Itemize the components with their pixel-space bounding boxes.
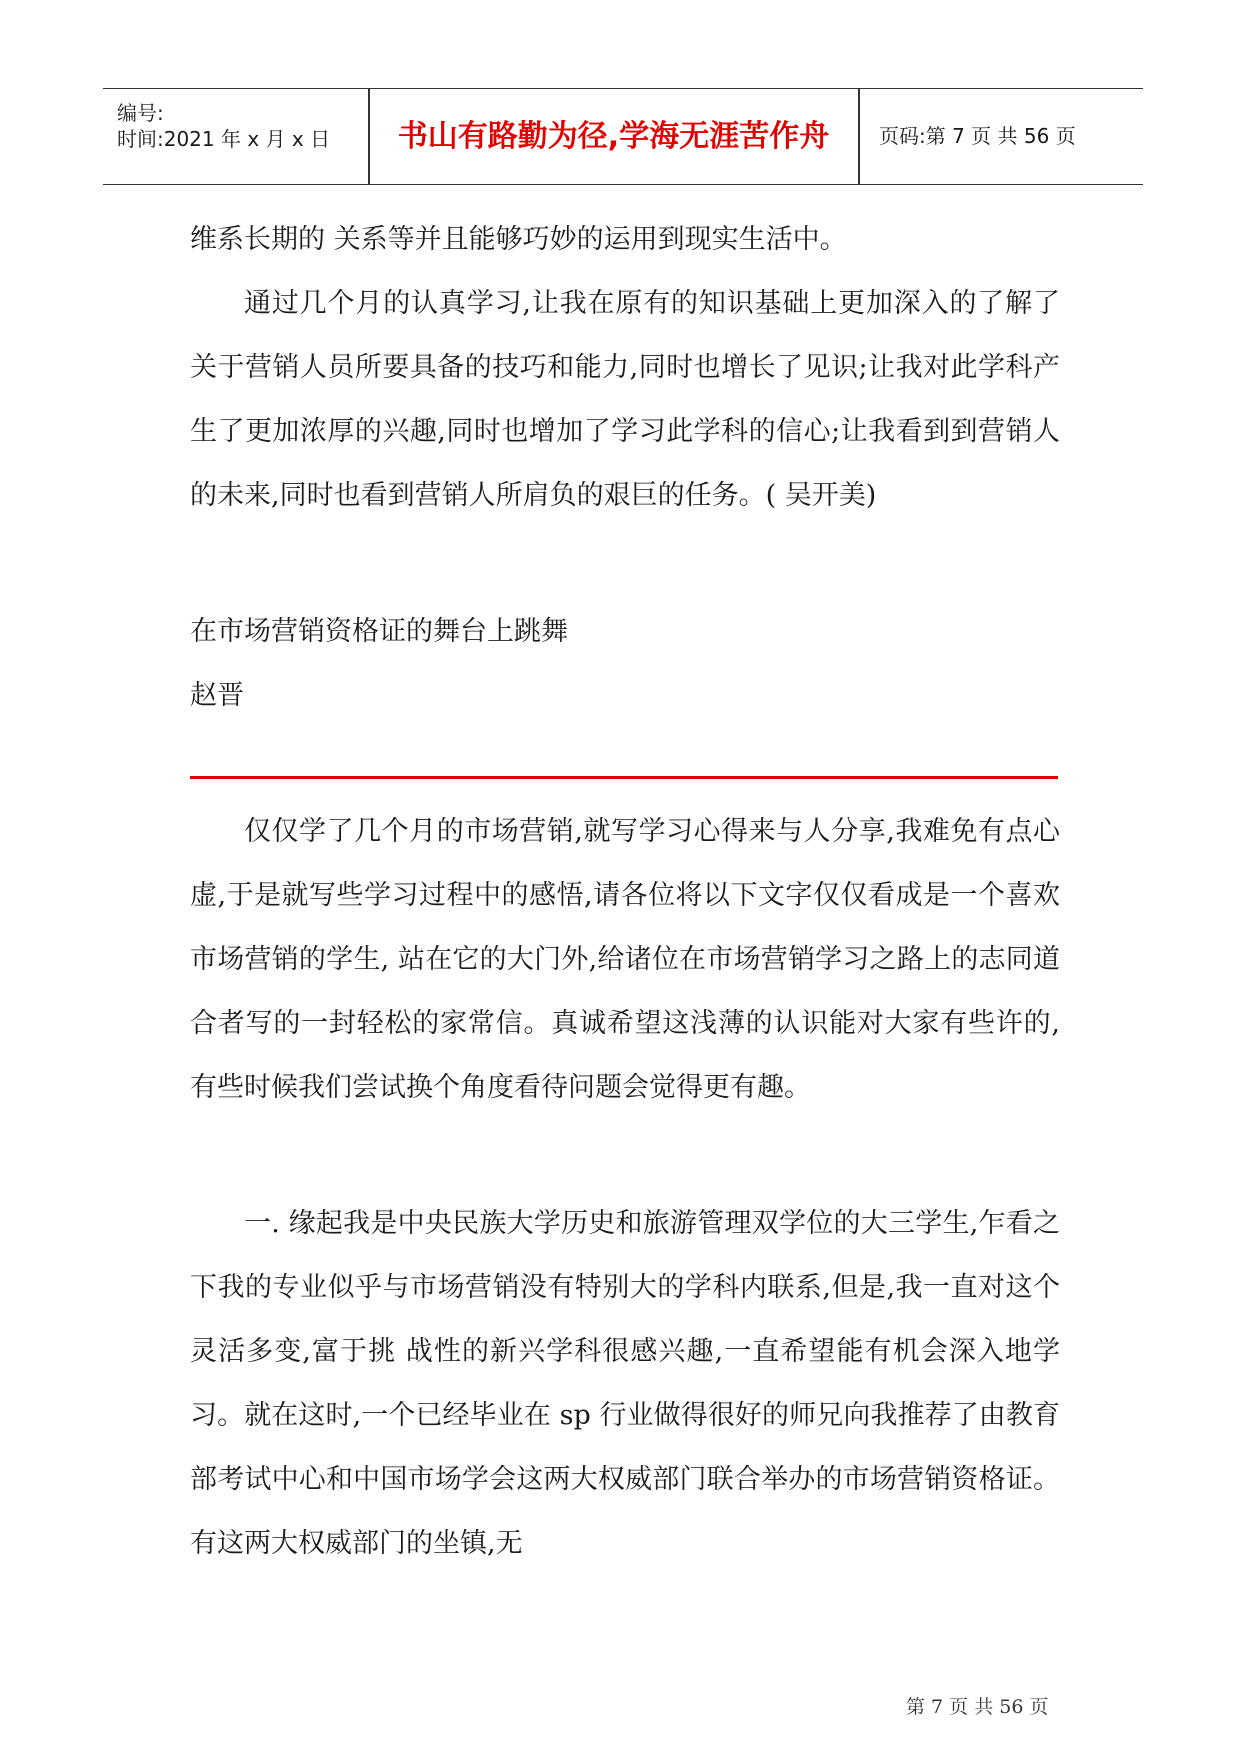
- header-meta: [103, 89, 368, 184]
- article-author: 赵晋: [190, 680, 244, 711]
- header-page-label: 页码:第 7 页 共 56 页: [879, 124, 1076, 148]
- paragraph-section-one: 一. 缘起我是中央民族大学历史和旅游管理双学位的大三学生,乍看之下我的专业似乎与市场营销没有特别大的学科内联系,但是,我一直对这个灵活多变,富于挑 战性的新兴学科很感兴趣,一直希望能有机会深入地学习。就在这时,一个已经毕业在 sp 行业做得很好的师兄向我推荐了由教育部考试中心和中国市场学会这两大权威部门联合举办的市场营销资格证。有这两大权威部门的坐镇,无: [190, 1208, 1060, 1559]
- paragraph-intro: 仅仅学了几个月的市场营销,就写学习心得来与人分享,我难免有点心虚,于是就写些学习过程中的感悟,请各位将以下文字仅仅看成是一个喜欢市场营销的学生, 站在它的大门外,给诸位在市场营销学习之路上的志同道合者写的一封轻松的家常信。真诚希望这浅薄的认识能对大家有些许的,有些时候我们尝试换个角度看待问题会觉得更有趣。: [190, 816, 1060, 1103]
- paragraph-continuation: 维系长期的 关系等并且能够巧妙的运用到现实生活中。: [190, 224, 847, 255]
- red-divider: [190, 776, 1058, 779]
- document-header: [103, 88, 1143, 185]
- time-label: 时间:2021 年 x 月 x 日: [117, 127, 331, 151]
- page-footer: 第 7 页 共 56 页: [906, 1696, 1049, 1718]
- number-label: 编号:: [117, 101, 164, 125]
- header-motto: 书山有路勤为径,学海无涯苦作舟: [397, 119, 830, 154]
- article-title: 在市场营销资格证的舞台上跳舞: [190, 616, 568, 647]
- paragraph-summary: 通过几个月的认真学习,让我在原有的知识基础上更加深入的了解了关于营销人员所要具备的技巧和能力,同时也增长了见识;让我对此学科产生了更加浓厚的兴趣,同时也增加了学习此学科的信心;让我看到到营销人的未来,同时也看到营销人所肩负的艰巨的任务。( 吴开美): [190, 288, 1060, 511]
